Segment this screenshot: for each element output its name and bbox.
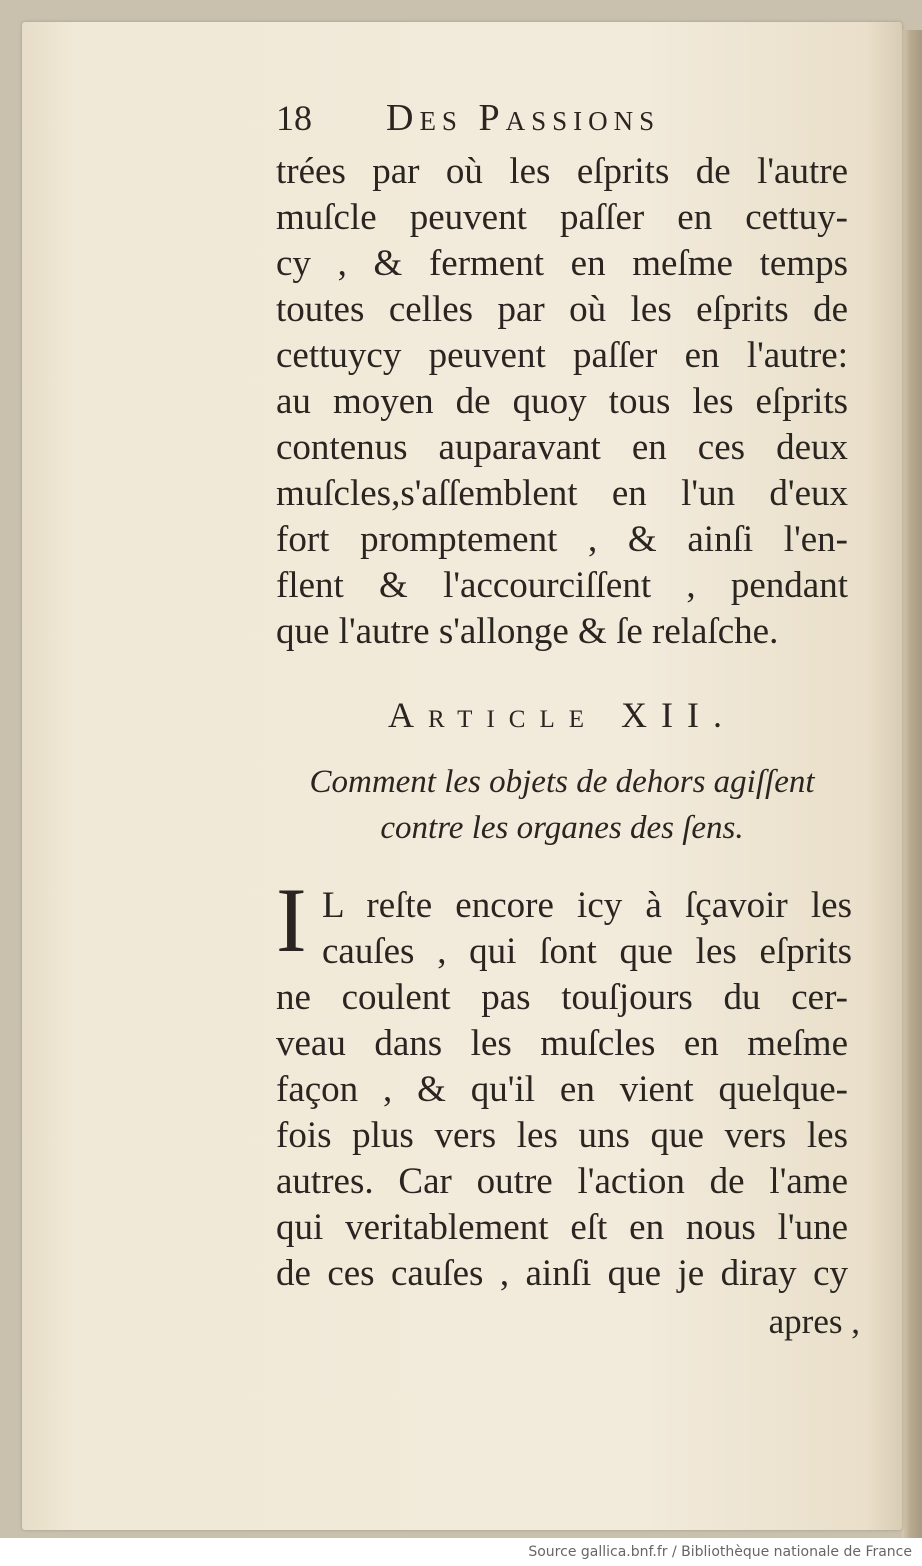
catchword: apres ,: [768, 1302, 860, 1341]
text-line: veau dans les muſcles en meſme: [276, 1023, 848, 1064]
page-number: 18: [276, 98, 312, 138]
text-line: fois plus vers les uns que vers les: [276, 1115, 848, 1156]
running-head: Des Passions: [386, 97, 661, 139]
text-line: de ces cauſes , ainſi que je diray cy: [276, 1253, 848, 1294]
text-line: cettuycy peuvent paſſer en l'autre:: [276, 335, 848, 376]
text-line: L reſte encore icy à ſçavoir les: [322, 885, 852, 926]
page-edge-shadow: [902, 30, 922, 1538]
text-line: façon , & qu'il en vient quelque-: [276, 1069, 848, 1110]
text-line: contenus auparavant en ces deux: [276, 427, 848, 468]
text-line: ne coulent pas touſjours du cer-: [276, 977, 848, 1018]
page-header: [276, 96, 746, 146]
text-line: que l'autre s'allonge & ſe relaſche.: [276, 611, 779, 652]
text-line: cauſes , qui ſont que les eſprits: [322, 931, 852, 972]
text-line: fort promptement , & ainſi l'en-: [276, 519, 848, 560]
text-line: qui veritablement eſt en nous l'une: [276, 1207, 848, 1248]
text-line: au moyen de quoy tous les eſprits: [276, 381, 848, 422]
source-footer: Source gallica.bnf.fr / Bibliothèque nationale de France: [528, 1544, 912, 1560]
text-line: cy , & ferment en meſme temps: [276, 243, 848, 284]
text-line: muſcles,s'aſſemblent en l'un d'eux: [276, 473, 848, 514]
text-line: autres. Car outre l'action de l'ame: [276, 1161, 848, 1202]
article-subtitle-line: Comment les objets de dehors agiſſent: [309, 764, 815, 800]
text-line: muſcle peuvent paſſer en cettuy-: [276, 197, 848, 238]
text-line: toutes celles par où les eſprits de: [276, 289, 848, 330]
text-line: trées par où les eſprits de l'autre: [276, 151, 848, 192]
text-line: flent & l'accourciſſent , pendant: [276, 565, 848, 606]
article-heading: Article XII.: [388, 695, 736, 735]
drop-cap: I: [276, 869, 307, 971]
article-subtitle-line: contre les organes des ſens.: [380, 810, 744, 846]
